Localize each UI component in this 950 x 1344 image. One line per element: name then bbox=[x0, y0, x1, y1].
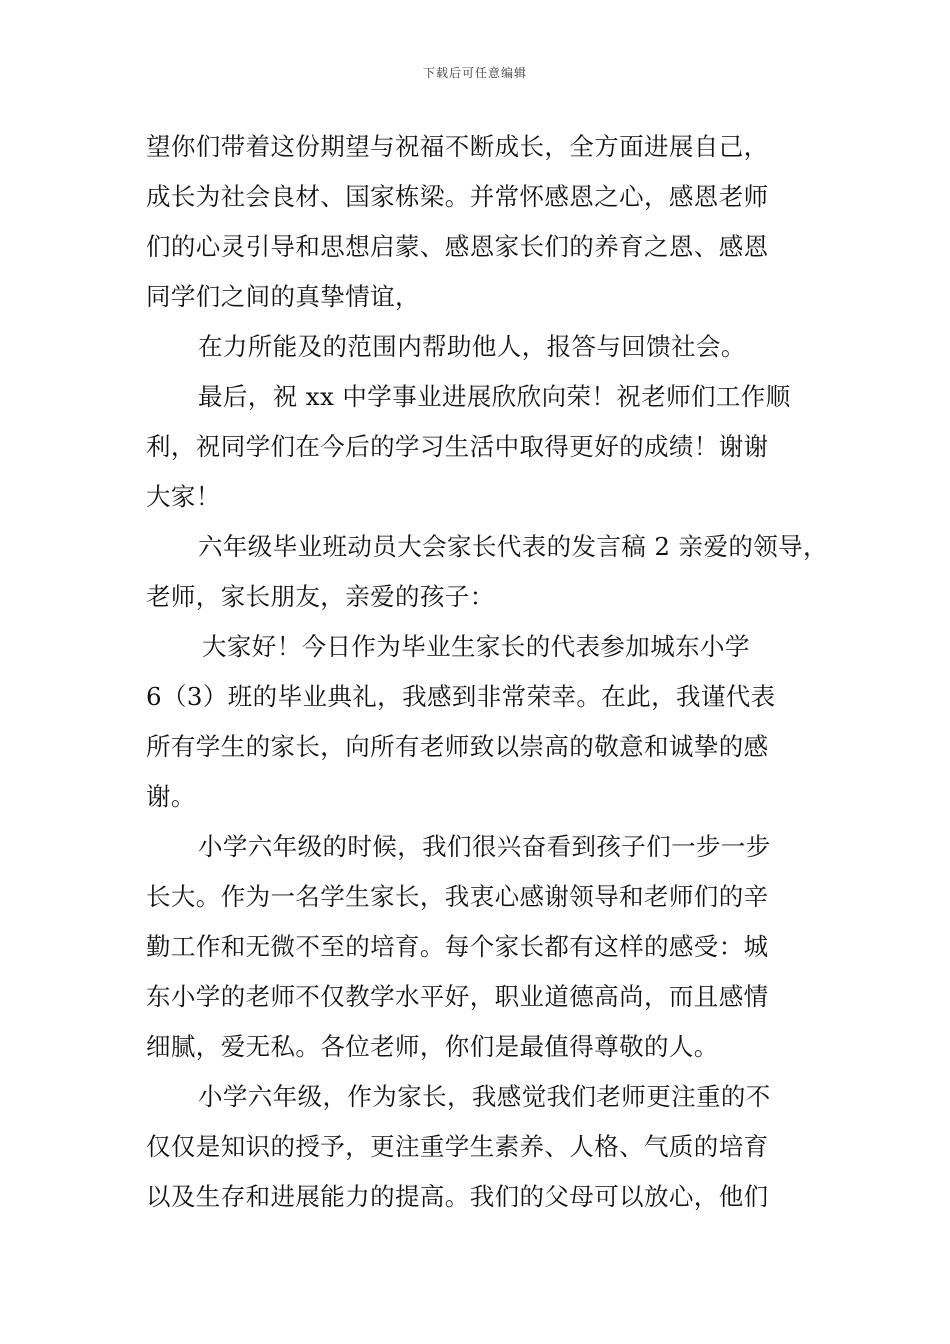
text-line: 同学们之间的真挚情谊， bbox=[146, 282, 420, 311]
text-line: 以及生存和进展能力的提高。我们的父母可以放心，他们 bbox=[146, 1182, 769, 1211]
text-line: 东小学的老师不仅教学水平好，职业道德高尚，而且感情 bbox=[146, 982, 769, 1011]
text-line: 六年级毕业班动员大会家长代表的发言稿 2 亲爱的领导， bbox=[198, 532, 828, 561]
text-line: 小学六年级，作为家长，我感觉我们老师更注重的不 bbox=[198, 1082, 771, 1111]
text-line: 最后，祝 xx 中学事业进展欣欣向荣！祝老师们工作顺 bbox=[198, 382, 791, 411]
text-line: 老师，家长朋友，亲爱的孩子： bbox=[146, 582, 495, 611]
text-line: 们的心灵引导和思想启蒙、感恩家长们的养育之恩、感恩 bbox=[146, 232, 769, 261]
text-line: 利，祝同学们在今后的学习生活中取得更好的成绩！谢谢 bbox=[146, 432, 769, 461]
text-line: 在力所能及的范围内帮助他人，报答与回馈社会。 bbox=[198, 332, 746, 361]
text-line: 望你们带着这份期望与祝福不断成长，全方面进展自己， bbox=[146, 132, 769, 161]
text-line: 大家！ bbox=[146, 482, 221, 511]
text-line: 所有学生的家长，向所有老师致以崇高的敬意和诚挚的感 bbox=[146, 732, 769, 761]
text-line: 大家好！今日作为毕业生家长的代表参加城东小学 bbox=[202, 632, 750, 661]
text-line: 小学六年级的时候，我们很兴奋看到孩子们一步一步 bbox=[198, 832, 771, 861]
text-line: 细腻，爱无私。各位老师，你们是最值得尊敬的人。 bbox=[146, 1032, 719, 1061]
text-line: 6（3）班的毕业典礼，我感到非常荣幸。在此，我谨代表 bbox=[146, 682, 776, 711]
download-editable-note: 下载后可任意编辑 bbox=[422, 66, 527, 80]
text-line: 勤工作和无微不至的培育。每个家长都有这样的感受：城 bbox=[146, 932, 769, 961]
speech-body bbox=[146, 122, 828, 1222]
text-line: 成长为社会良材、国家栋梁。并常怀感恩之心，感恩老师 bbox=[146, 182, 769, 211]
text-line: 仅仅是知识的授予，更注重学生素养、人格、气质的培育 bbox=[146, 1132, 769, 1161]
text-line: 谢。 bbox=[146, 782, 196, 811]
text-line: 长大。作为一名学生家长，我衷心感谢领导和老师们的辛 bbox=[146, 882, 769, 911]
